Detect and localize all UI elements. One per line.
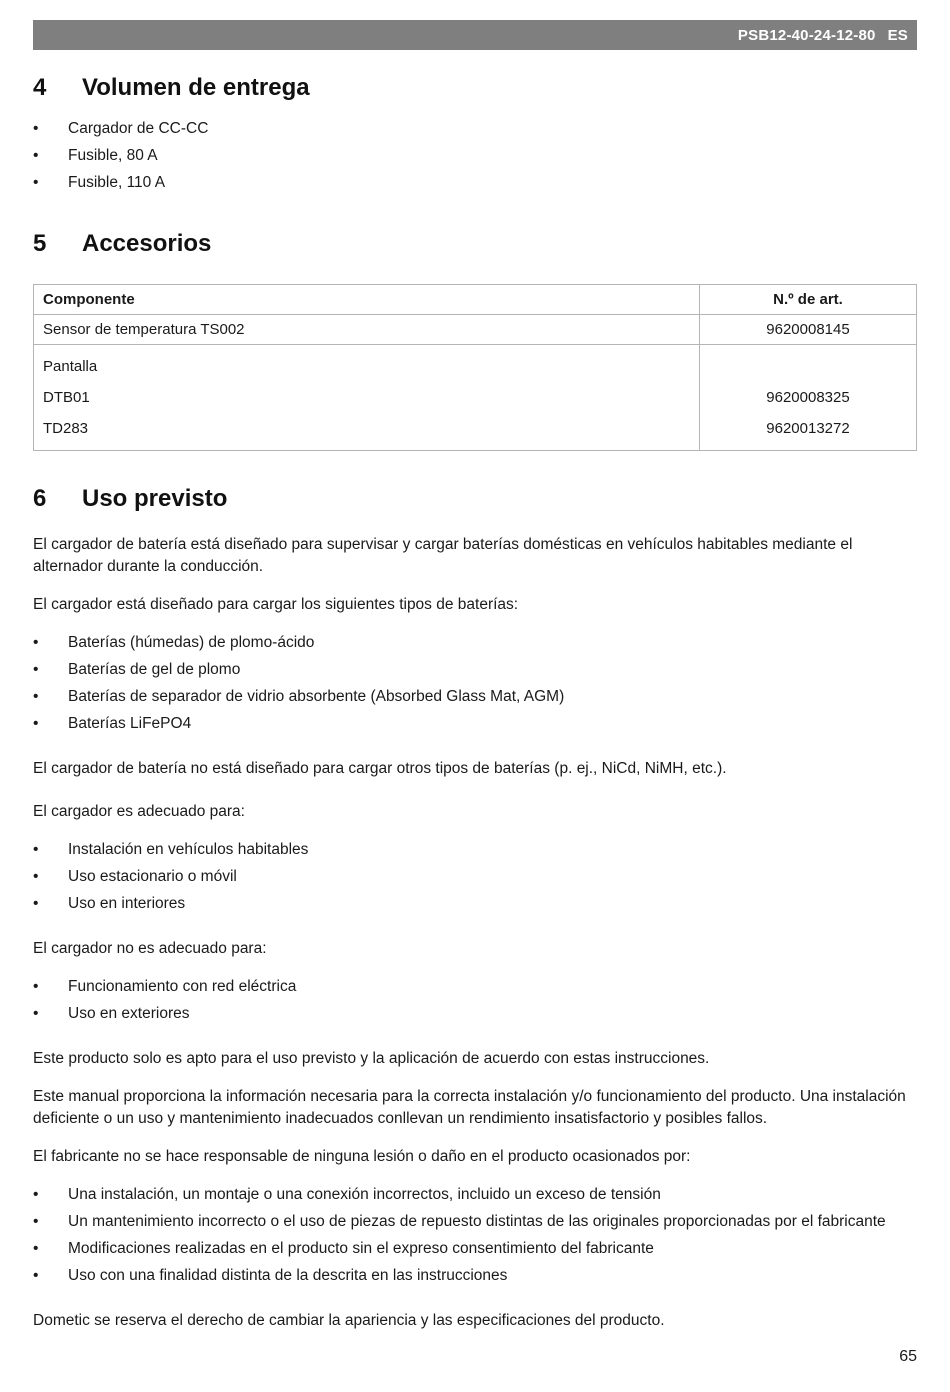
table-header-row — [34, 285, 916, 315]
bullet-marker: • — [33, 1005, 39, 1022]
table-cell-art-number: 9620008145 — [766, 321, 850, 338]
column-header-component: Componente — [34, 285, 700, 314]
paragraph-overview: El cargador de batería está diseñado para supervisar y cargar baterías domésticas en vehículos habitables mediante el alternador durante la conducción. — [33, 536, 853, 575]
paragraph-battery-types-intro: El cargador está diseñado para cargar los siguientes tipos de baterías: — [33, 596, 519, 613]
section-number: 5 — [33, 230, 47, 257]
column-header-art-number: N.º de art. — [773, 291, 843, 308]
spacer — [709, 351, 907, 382]
bullet-marker: • — [33, 1267, 39, 1284]
list-item-text: Fusible, 110 A — [68, 174, 166, 191]
table-cell-component-group — [34, 345, 700, 450]
list-item — [33, 1262, 917, 1289]
bullet-marker: • — [33, 868, 39, 885]
suitable-for-list — [33, 836, 917, 917]
liability-list — [33, 1181, 917, 1289]
list-item — [33, 863, 917, 890]
list-item — [33, 1208, 917, 1235]
list-item-text: Baterías (húmedas) de plomo-ácido — [68, 634, 315, 651]
header-language-code: ES — [887, 26, 908, 44]
paragraph-not-suitable-intro: El cargador no es adecuado para: — [33, 940, 267, 957]
table-row — [34, 345, 916, 450]
not-suitable-for-list — [33, 973, 917, 1027]
list-item — [33, 1235, 917, 1262]
bullet-marker: • — [33, 634, 39, 651]
list-item-text: Uso estacionario o móvil — [68, 868, 237, 885]
list-item — [33, 683, 917, 710]
list-item-text: Cargador de CC-CC — [68, 120, 209, 137]
delivery-items-list — [33, 115, 917, 196]
list-item-text: Baterías LiFePO4 — [68, 715, 192, 732]
list-item — [33, 656, 917, 683]
section-number: 6 — [33, 485, 47, 512]
list-item-text: Modificaciones realizadas en el producto sin el expreso consentimiento del fabricante — [68, 1240, 654, 1257]
paragraph-only-intended: Este producto solo es apto para el uso previsto y la aplicación de acuerdo con estas instrucciones. — [33, 1050, 710, 1067]
bullet-marker: • — [33, 1186, 39, 1203]
accessories-table — [33, 284, 917, 451]
list-item — [33, 890, 917, 917]
header-model-number: PSB12-40-24-12-80 — [737, 26, 876, 44]
section-heading-intended-use — [33, 485, 917, 513]
section-heading-delivery — [33, 74, 917, 102]
list-item-text: Fusible, 80 A — [68, 147, 158, 164]
list-item-text: Uso en interiores — [68, 895, 186, 912]
list-item-text: Un mantenimiento incorrecto o el uso de piezas de repuesto distintas de las originales proporcionadas por el fabricante — [68, 1213, 886, 1230]
list-item — [33, 1181, 917, 1208]
bullet-marker: • — [33, 1213, 39, 1230]
bullet-marker: • — [33, 661, 39, 678]
list-item — [33, 973, 917, 1000]
list-item — [33, 1000, 917, 1027]
component-group-label: Pantalla — [43, 358, 98, 375]
section-title: Accesorios — [82, 230, 212, 257]
list-item — [33, 115, 917, 142]
list-item — [33, 710, 917, 737]
table-cell-component: Sensor de temperatura TS002 — [34, 315, 700, 344]
header-bar — [33, 20, 917, 50]
list-item — [33, 629, 917, 656]
list-item-text: Uso con una finalidad distinta de la descrita en las instrucciones — [68, 1267, 508, 1284]
table-cell-art-number-group — [700, 345, 916, 450]
section-title: Volumen de entrega — [82, 74, 310, 101]
table-row — [34, 315, 916, 345]
bullet-marker: • — [33, 895, 39, 912]
page-number: 65 — [899, 1348, 917, 1365]
bullet-marker: • — [33, 1240, 39, 1257]
paragraph-reserve-rights: Dometic se reserva el derecho de cambiar la apariencia y las especificaciones del producto. — [33, 1312, 665, 1329]
section-heading-accessories — [33, 230, 917, 258]
bullet-marker: • — [33, 120, 39, 137]
section-number: 4 — [33, 74, 47, 101]
bullet-marker: • — [33, 841, 39, 858]
list-item-text: Baterías de separador de vidrio absorbente (Absorbed Glass Mat, AGM) — [68, 688, 565, 705]
paragraph-liability-intro: El fabricante no se hace responsable de ninguna lesión o daño en el producto ocasionados por: — [33, 1148, 691, 1165]
battery-types-list — [33, 629, 917, 737]
list-item-text: Baterías de gel de plomo — [68, 661, 241, 678]
list-item-text: Instalación en vehículos habitables — [68, 841, 309, 858]
list-item-text: Una instalación, un montaje o una conexión incorrectos, incluido un exceso de tensión — [68, 1186, 661, 1203]
list-item — [33, 836, 917, 863]
list-item — [33, 169, 917, 196]
paragraph-suitable-intro: El cargador es adecuado para: — [33, 803, 245, 820]
paragraph-not-designed: El cargador de batería no está diseñado para cargar otros tipos de baterías (p. ej., NiCd, NiMH, etc.). — [33, 760, 727, 777]
bullet-marker: • — [33, 174, 39, 191]
list-item — [33, 142, 917, 169]
bullet-marker: • — [33, 147, 39, 164]
list-item-text: Funcionamiento con red eléctrica — [68, 978, 297, 995]
art-number: 9620013272 — [766, 420, 850, 437]
list-item-text: Uso en exteriores — [68, 1005, 190, 1022]
bullet-marker: • — [33, 715, 39, 732]
section-title: Uso previsto — [82, 485, 228, 512]
component-name: DTB01 — [43, 389, 90, 406]
component-name: TD283 — [43, 420, 89, 437]
bullet-marker: • — [33, 978, 39, 995]
paragraph-manual-info: Este manual proporciona la información necesaria para la correcta instalación y/o funcionamiento del producto. Una instalación deficiente o un uso y mantenimiento inadecuados conllevan un rendimiento insatisfactorio y posibles fallos. — [33, 1088, 906, 1127]
art-number: 9620008325 — [766, 389, 850, 406]
bullet-marker: • — [33, 688, 39, 705]
